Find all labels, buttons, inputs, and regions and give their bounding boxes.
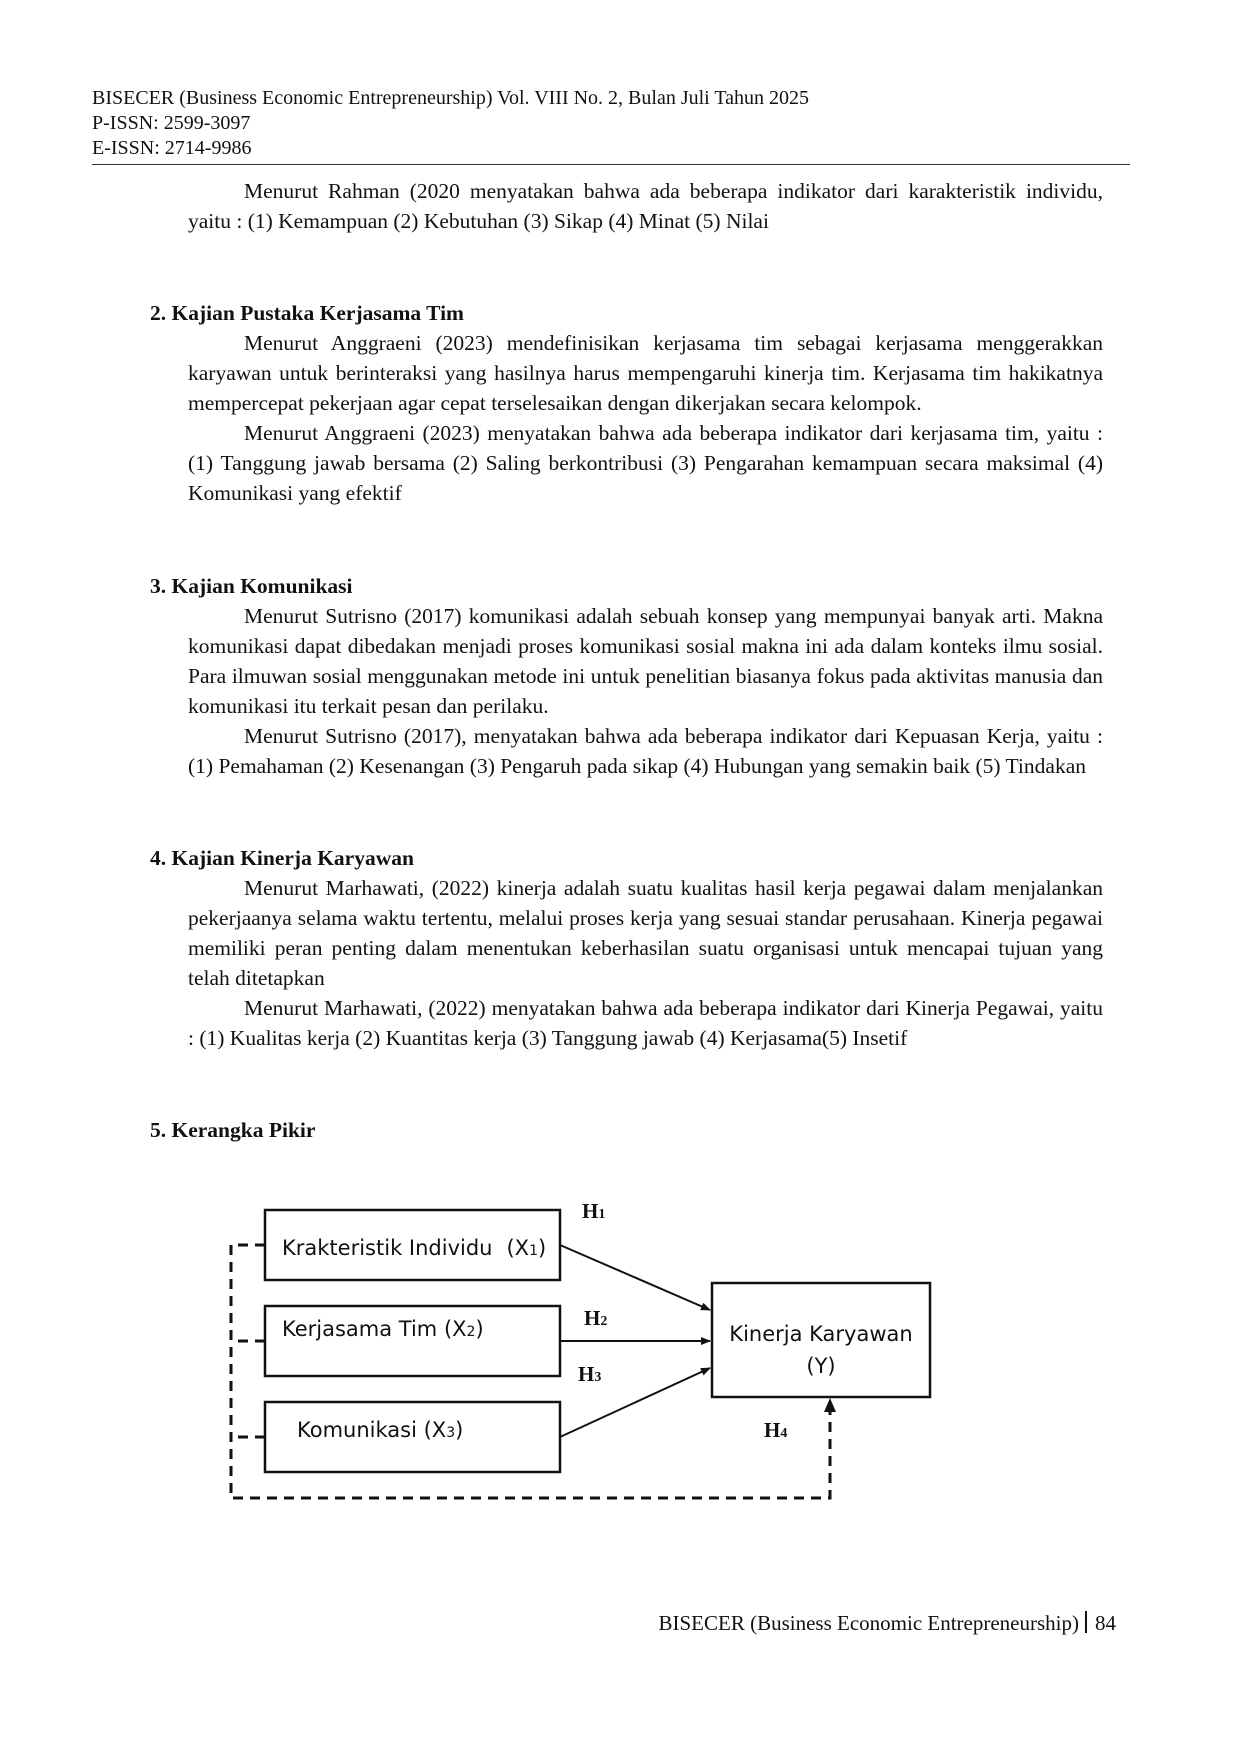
journal-line: BISECER (Business Economic Entrepreneurship) Vol. VIII No. 2, Bulan Juli Tahun 2025 [92, 87, 810, 109]
h3-label: H3 [578, 1362, 602, 1386]
section-2-heading: 2. Kajian Pustaka Kerjasama Tim [150, 301, 464, 325]
footer-journal: BISECER (Business Economic Entrepreneurship) [658, 1611, 1079, 1635]
x2-label: Kerjasama Tim (X2) [282, 1317, 484, 1341]
section-3-paragraph-2: Menurut Sutrisno (2017), menyatakan bahwa ada beberapa indikator dari Kepuasan Kerja, yaitu : (1) Pemahaman (2) Kesenangan (3) Pengaruh pada sikap (4) Hubungan yang semakin baik (5) Tindakan [188, 724, 1103, 778]
section-5-heading: 5. Kerangka Pikir [150, 1118, 316, 1142]
section-4-heading: 4. Kajian Kinerja Karyawan [150, 846, 414, 870]
page-number: 84 [1095, 1611, 1116, 1635]
h1-arrow [560, 1245, 710, 1310]
h4-arrowhead [824, 1398, 836, 1412]
x1-label: Krakteristik Individu (X1) [282, 1236, 547, 1260]
section-4-paragraph-2: Menurut Marhawati, (2022) menyatakan bahwa ada beberapa indikator dari Kinerja Pegawai, yaitu : (1) Kualitas kerja (2) Kuantitas kerja (3) Tanggung jawab (4) Kerjasama(5) Insetif [188, 996, 1103, 1050]
y-label: Kinerja Karyawan [729, 1322, 913, 1346]
section-4-paragraph-1: Menurut Marhawati, (2022) kinerja adalah suatu kualitas hasil kerja pegawai dalam menjalankan pekerjaanya selama waktu tertentu, melalui proses kerja yang sesuai standar perusahaan. Kinerja pegawai memiliki peran penting dalam menentukan keberhasilan suatu organisasi untuk mencapai tujuan yang telah ditetapkan [188, 876, 1103, 990]
section-2-paragraph-1: Menurut Anggraeni (2023) mendefinisikan kerjasama tim sebagai kerjasama menggerakkan karyawan untuk berinteraksi yang hasilnya harus mempengaruhi kinerja tim. Kerjasama tim hakikatnya mempercepat pekerjaan agar cepat terselesaikan dengan dikerjakan secara kelompok. [188, 331, 1103, 415]
page-footer [658, 1610, 1116, 1636]
section-3-heading: 3. Kajian Komunikasi [150, 574, 353, 598]
section-2-paragraph-2: Menurut Anggraeni (2023) menyatakan bahwa ada beberapa indikator dari kerjasama tim, yaitu : (1) Tanggung jawab bersama (2) Saling berkontribusi (3) Pengarahan kemampuan secara maksimal (4) Komunikasi yang efektif [188, 421, 1103, 505]
y-code: (Y) [806, 1354, 836, 1378]
footer-separator [1085, 1611, 1087, 1633]
h4-label: H4 [764, 1418, 788, 1442]
e-issn: E-ISSN: 2714-9986 [92, 137, 252, 159]
x3-label: Komunikasi (X3) [297, 1418, 464, 1442]
h2-label: H2 [584, 1306, 608, 1330]
section-3-paragraph-1: Menurut Sutrisno (2017) komunikasi adalah sebuah konsep yang mempunyai banyak arti. Makna komunikasi dapat dibedakan menjadi proses komunikasi sosial makna ini ada dalam konteks ilmu sosial. Para ilmuwan sosial menggunakan metode ini untuk penelitian biasanya fokus pada aktivitas manusia dan komunikasi itu terkait pesan dan perilaku. [188, 604, 1103, 718]
intro-paragraph: Menurut Rahman (2020 menyatakan bahwa ada beberapa indikator dari karakteristik individu, yaitu : (1) Kemampuan (2) Kebutuhan (3) Sikap (4) Minat (5) Nilai [188, 179, 1103, 233]
h1-label: H1 [582, 1199, 606, 1223]
p-issn: P-ISSN: 2599-3097 [92, 112, 251, 134]
